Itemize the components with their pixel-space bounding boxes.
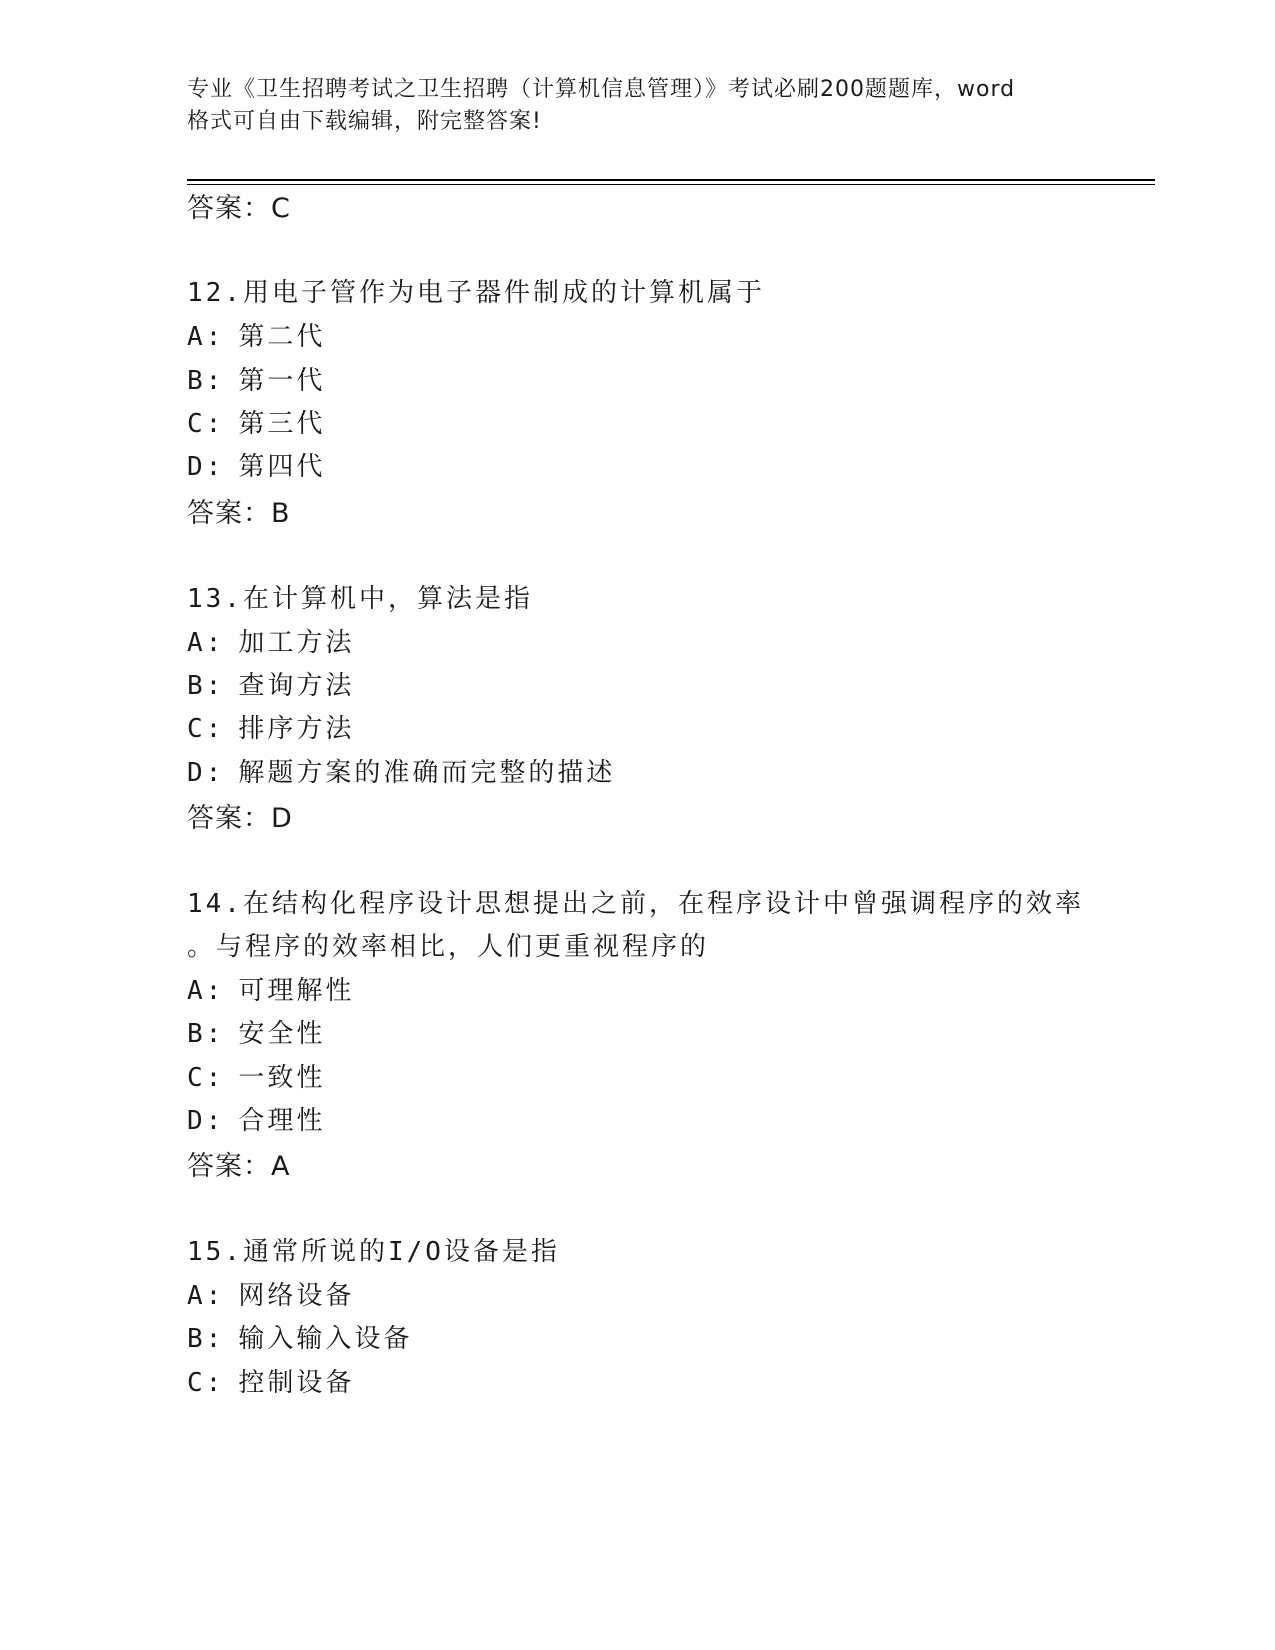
option-text: 输入输入设备 <box>238 1324 413 1354</box>
option-line <box>187 752 615 789</box>
option-line <box>187 1362 354 1399</box>
option-letter: D: <box>187 1106 225 1136</box>
question-stem-continued: 。与程序的效率相比，人们更重视程序的 <box>187 932 710 962</box>
option-letter: B: <box>187 671 225 701</box>
option-line <box>187 446 325 483</box>
option-letter: B: <box>187 1019 225 1049</box>
option-line <box>187 403 325 440</box>
option-letter: A: <box>187 322 225 352</box>
answer-line: 答案：C <box>187 193 291 224</box>
option-text: 网络设备 <box>238 1281 355 1311</box>
option-line <box>187 708 354 745</box>
option-letter: D: <box>187 758 225 788</box>
option-letter: D: <box>187 452 225 482</box>
option-line <box>187 360 325 397</box>
option-line <box>187 1057 325 1094</box>
question-stem: 14.在结构化程序设计思想提出之前，在程序设计中曾强调程序的效率 <box>187 889 1084 919</box>
option-letter: C: <box>187 1063 225 1093</box>
option-text: 安全性 <box>238 1019 326 1049</box>
option-letter: C: <box>187 409 225 439</box>
option-line <box>187 316 325 353</box>
question-stem: 13.在计算机中，算法是指 <box>187 584 533 614</box>
option-letter: A: <box>187 1281 225 1311</box>
option-text: 第三代 <box>238 409 326 439</box>
option-text: 加工方法 <box>238 628 355 658</box>
header-line-1: 专业《卫生招聘考试之卫生招聘（计算机信息管理）》考试必刷200题题库，word <box>187 77 1016 102</box>
option-line <box>187 1013 325 1050</box>
answer-line: 答案：A <box>187 1151 291 1182</box>
question-stem: 12.用电子管作为电子器件制成的计算机属于 <box>187 278 765 308</box>
option-line <box>187 1100 325 1137</box>
option-text: 第一代 <box>238 366 326 396</box>
option-letter: C: <box>187 714 225 744</box>
question-stem: 15.通常所说的I/O设备是指 <box>187 1237 560 1267</box>
option-text: 排序方法 <box>238 714 355 744</box>
document-header <box>187 74 1087 138</box>
option-line <box>187 665 354 702</box>
option-text: 第四代 <box>238 452 326 482</box>
option-line <box>187 1275 354 1312</box>
option-line <box>187 622 354 659</box>
option-text: 查询方法 <box>238 671 355 701</box>
answer-line: 答案：B <box>187 498 291 529</box>
option-text: 第二代 <box>238 322 326 352</box>
answer-line: 答案：D <box>187 803 293 834</box>
option-text: 一致性 <box>238 1063 326 1093</box>
header-divider-thick <box>187 179 1155 181</box>
option-letter: A: <box>187 976 225 1006</box>
header-line-2: 格式可自由下载编辑，附完整答案! <box>187 109 542 134</box>
option-letter: A: <box>187 628 225 658</box>
option-text: 可理解性 <box>238 976 355 1006</box>
option-text: 解题方案的准确而完整的描述 <box>238 758 616 788</box>
option-line <box>187 1318 412 1355</box>
option-line <box>187 970 354 1007</box>
option-text: 合理性 <box>238 1106 326 1136</box>
option-letter: C: <box>187 1368 225 1398</box>
option-letter: B: <box>187 366 225 396</box>
header-divider-thin <box>187 184 1155 185</box>
option-letter: B: <box>187 1324 225 1354</box>
option-text: 控制设备 <box>238 1368 355 1398</box>
